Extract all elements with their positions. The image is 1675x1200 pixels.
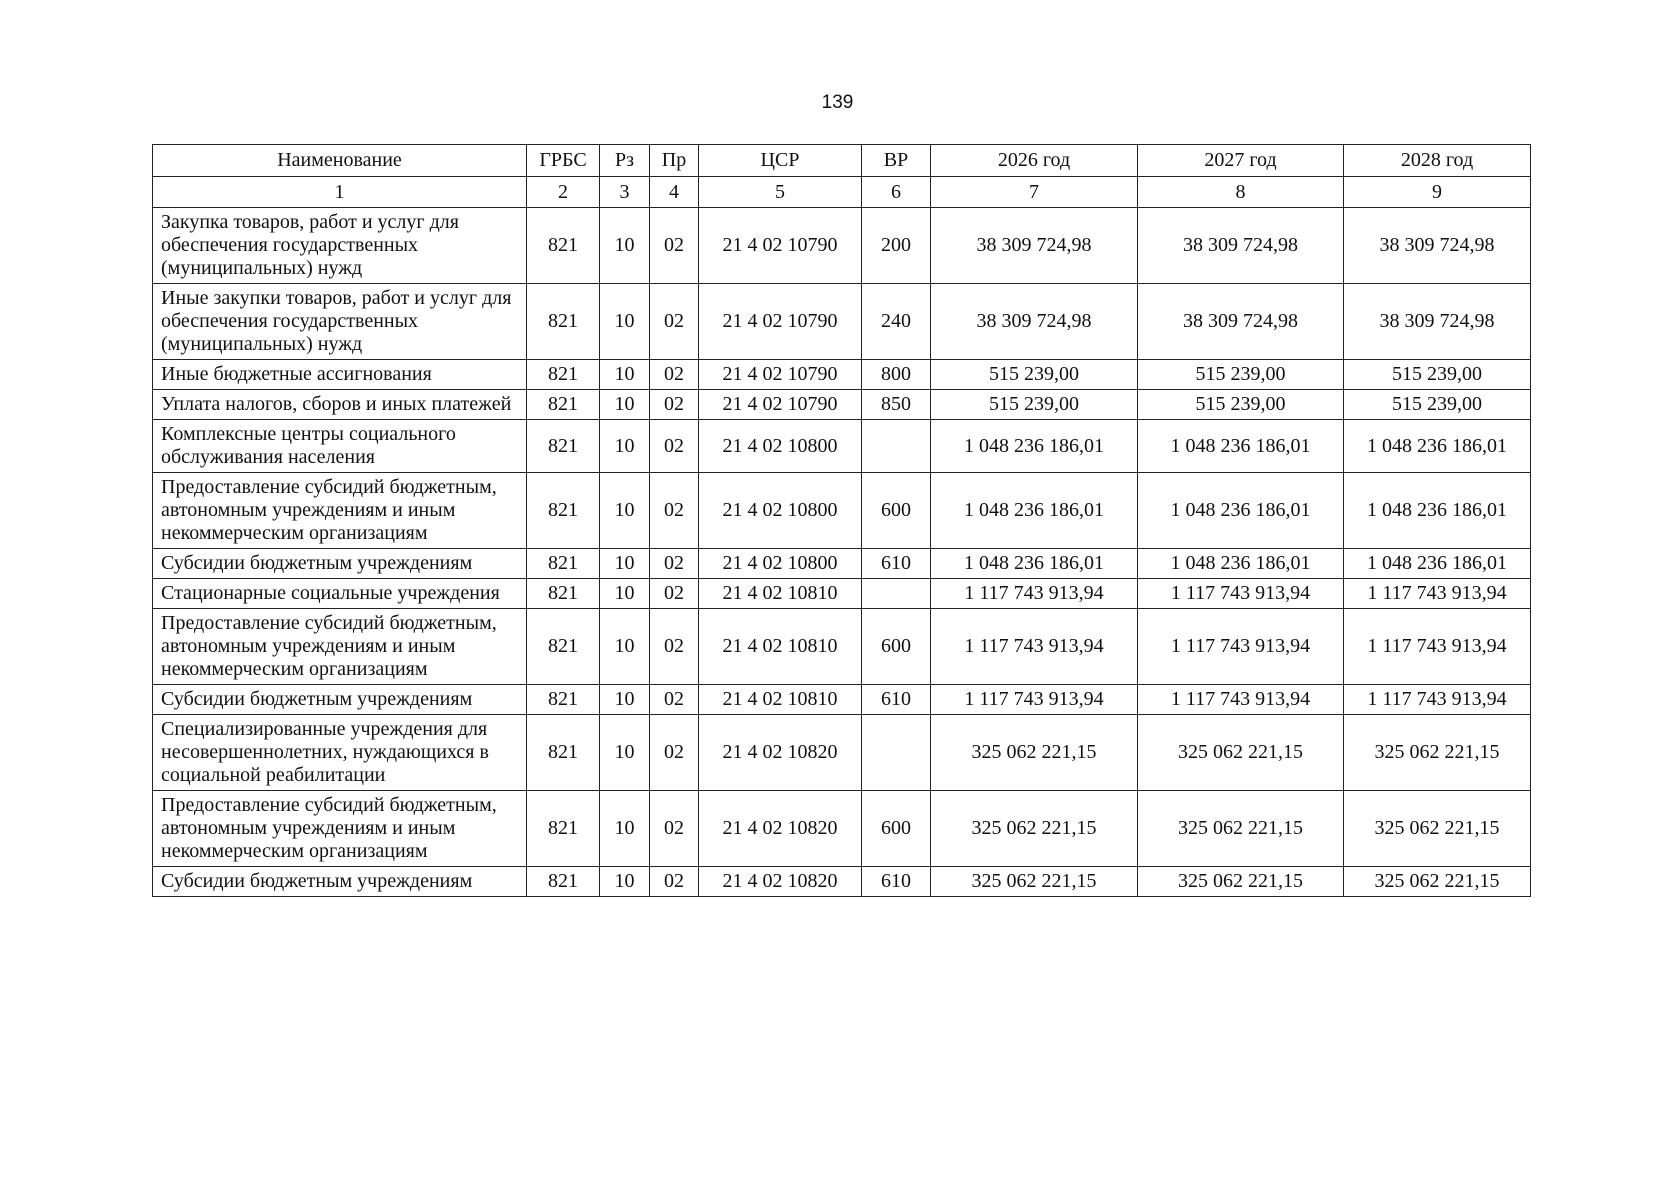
- cell-2027: 1 048 236 186,01: [1138, 549, 1344, 579]
- cell-grbs: 821: [527, 579, 600, 609]
- cell-csr: 21 4 02 10820: [699, 791, 862, 867]
- cell-pr: 02: [650, 208, 699, 284]
- cell-csr: 21 4 02 10820: [699, 715, 862, 791]
- cell-vr: 200: [862, 208, 931, 284]
- cell-rz: 10: [600, 208, 650, 284]
- cell-grbs: 821: [527, 390, 600, 420]
- cell-name: Закупка товаров, работ и услуг для обеспечения государственных (муниципальных) нужд: [153, 208, 527, 284]
- cell-name: Субсидии бюджетным учреждениям: [153, 685, 527, 715]
- cell-name: Предоставление субсидий бюджетным, автономным учреждениям и иным некоммерческим организациям: [153, 609, 527, 685]
- header-pr: Пр: [650, 145, 699, 177]
- cell-name: Уплата налогов, сборов и иных платежей: [153, 390, 527, 420]
- cell-2027: 515 239,00: [1138, 360, 1344, 390]
- cell-rz: 10: [600, 473, 650, 549]
- cell-csr: 21 4 02 10790: [699, 284, 862, 360]
- cell-2027: 1 117 743 913,94: [1138, 609, 1344, 685]
- cell-2026: 1 048 236 186,01: [931, 473, 1138, 549]
- cell-2026: 1 048 236 186,01: [931, 549, 1138, 579]
- table-row: [153, 685, 1531, 715]
- column-number: 6: [862, 177, 931, 208]
- cell-vr: 240: [862, 284, 931, 360]
- cell-2027: 1 117 743 913,94: [1138, 685, 1344, 715]
- cell-2027: 325 062 221,15: [1138, 715, 1344, 791]
- cell-csr: 21 4 02 10800: [699, 420, 862, 473]
- cell-2026: 1 117 743 913,94: [931, 609, 1138, 685]
- table-row: [153, 867, 1531, 897]
- cell-rz: 10: [600, 579, 650, 609]
- cell-pr: 02: [650, 791, 699, 867]
- cell-vr: 850: [862, 390, 931, 420]
- cell-csr: 21 4 02 10800: [699, 549, 862, 579]
- column-number: 9: [1344, 177, 1531, 208]
- cell-2028: 38 309 724,98: [1344, 284, 1531, 360]
- cell-2028: 1 117 743 913,94: [1344, 609, 1531, 685]
- cell-csr: 21 4 02 10810: [699, 609, 862, 685]
- column-number-row: [153, 177, 1531, 208]
- cell-rz: 10: [600, 867, 650, 897]
- table-row: [153, 715, 1531, 791]
- cell-csr: 21 4 02 10810: [699, 685, 862, 715]
- cell-2028: 1 117 743 913,94: [1344, 685, 1531, 715]
- cell-2027: 38 309 724,98: [1138, 284, 1344, 360]
- table-row: [153, 360, 1531, 390]
- cell-2028: 325 062 221,15: [1344, 791, 1531, 867]
- cell-name: Иные закупки товаров, работ и услуг для обеспечения государственных (муниципальных) нужд: [153, 284, 527, 360]
- cell-2028: 515 239,00: [1344, 390, 1531, 420]
- cell-pr: 02: [650, 579, 699, 609]
- cell-2026: 325 062 221,15: [931, 791, 1138, 867]
- table-row: [153, 208, 1531, 284]
- cell-csr: 21 4 02 10810: [699, 579, 862, 609]
- cell-rz: 10: [600, 549, 650, 579]
- cell-vr: 600: [862, 791, 931, 867]
- cell-2028: 325 062 221,15: [1344, 867, 1531, 897]
- cell-2026: 1 117 743 913,94: [931, 685, 1138, 715]
- column-number: 4: [650, 177, 699, 208]
- cell-vr: 600: [862, 609, 931, 685]
- cell-pr: 02: [650, 867, 699, 897]
- table-row: [153, 420, 1531, 473]
- cell-name: Комплексные центры социального обслуживания населения: [153, 420, 527, 473]
- cell-grbs: 821: [527, 791, 600, 867]
- page-number: 139: [821, 92, 854, 113]
- cell-pr: 02: [650, 390, 699, 420]
- column-number: 8: [1138, 177, 1344, 208]
- cell-name: Предоставление субсидий бюджетным, автономным учреждениям и иным некоммерческим организациям: [153, 473, 527, 549]
- cell-grbs: 821: [527, 473, 600, 549]
- cell-csr: 21 4 02 10790: [699, 390, 862, 420]
- cell-rz: 10: [600, 360, 650, 390]
- cell-2028: 325 062 221,15: [1344, 715, 1531, 791]
- budget-table: [152, 144, 1531, 897]
- cell-name: Стационарные социальные учреждения: [153, 579, 527, 609]
- cell-2028: 1 048 236 186,01: [1344, 473, 1531, 549]
- cell-2027: 325 062 221,15: [1138, 867, 1344, 897]
- cell-vr: 610: [862, 549, 931, 579]
- cell-rz: 10: [600, 390, 650, 420]
- table-row: [153, 609, 1531, 685]
- cell-2026: 1 048 236 186,01: [931, 420, 1138, 473]
- cell-grbs: 821: [527, 549, 600, 579]
- cell-grbs: 821: [527, 208, 600, 284]
- cell-name: Субсидии бюджетным учреждениям: [153, 549, 527, 579]
- header-2028: 2028 год: [1344, 145, 1531, 177]
- cell-pr: 02: [650, 284, 699, 360]
- column-number: 5: [699, 177, 862, 208]
- cell-vr: 610: [862, 867, 931, 897]
- table-row: [153, 390, 1531, 420]
- column-number: 3: [600, 177, 650, 208]
- cell-rz: 10: [600, 609, 650, 685]
- cell-2028: 38 309 724,98: [1344, 208, 1531, 284]
- table-row: [153, 549, 1531, 579]
- cell-csr: 21 4 02 10820: [699, 867, 862, 897]
- cell-2027: 38 309 724,98: [1138, 208, 1344, 284]
- cell-2028: 515 239,00: [1344, 360, 1531, 390]
- cell-name: Предоставление субсидий бюджетным, автономным учреждениям и иным некоммерческим организациям: [153, 791, 527, 867]
- cell-pr: 02: [650, 715, 699, 791]
- header-vr: ВР: [862, 145, 931, 177]
- cell-rz: 10: [600, 685, 650, 715]
- cell-grbs: 821: [527, 609, 600, 685]
- header-name: Наименование: [153, 145, 527, 177]
- cell-vr: [862, 420, 931, 473]
- cell-2027: 1 117 743 913,94: [1138, 579, 1344, 609]
- cell-2026: 515 239,00: [931, 360, 1138, 390]
- cell-rz: 10: [600, 420, 650, 473]
- cell-grbs: 821: [527, 284, 600, 360]
- header-2027: 2027 год: [1138, 145, 1344, 177]
- header-csr: ЦСР: [699, 145, 862, 177]
- cell-name: Специализированные учреждения для несовершеннолетних, нуждающихся в социальной реабилитации: [153, 715, 527, 791]
- cell-2026: 325 062 221,15: [931, 867, 1138, 897]
- cell-pr: 02: [650, 473, 699, 549]
- table-row: [153, 579, 1531, 609]
- cell-name: Субсидии бюджетным учреждениям: [153, 867, 527, 897]
- cell-csr: 21 4 02 10790: [699, 208, 862, 284]
- cell-2027: 1 048 236 186,01: [1138, 473, 1344, 549]
- header-2026: 2026 год: [931, 145, 1138, 177]
- column-number: 1: [153, 177, 527, 208]
- cell-pr: 02: [650, 420, 699, 473]
- cell-pr: 02: [650, 360, 699, 390]
- table-row: [153, 284, 1531, 360]
- cell-pr: 02: [650, 549, 699, 579]
- cell-2028: 1 048 236 186,01: [1344, 420, 1531, 473]
- cell-csr: 21 4 02 10800: [699, 473, 862, 549]
- cell-2028: 1 048 236 186,01: [1344, 549, 1531, 579]
- cell-pr: 02: [650, 685, 699, 715]
- cell-vr: 600: [862, 473, 931, 549]
- column-number: 2: [527, 177, 600, 208]
- cell-vr: [862, 715, 931, 791]
- cell-grbs: 821: [527, 715, 600, 791]
- cell-2026: 325 062 221,15: [931, 715, 1138, 791]
- cell-2028: 1 117 743 913,94: [1344, 579, 1531, 609]
- cell-2026: 1 117 743 913,94: [931, 579, 1138, 609]
- table-row: [153, 791, 1531, 867]
- column-number: 7: [931, 177, 1138, 208]
- cell-csr: 21 4 02 10790: [699, 360, 862, 390]
- cell-rz: 10: [600, 284, 650, 360]
- header-row: [153, 145, 1531, 177]
- cell-2027: 1 048 236 186,01: [1138, 420, 1344, 473]
- cell-name: Иные бюджетные ассигнования: [153, 360, 527, 390]
- cell-vr: 800: [862, 360, 931, 390]
- cell-pr: 02: [650, 609, 699, 685]
- cell-2027: 515 239,00: [1138, 390, 1344, 420]
- cell-grbs: 821: [527, 867, 600, 897]
- table-body: [153, 208, 1531, 897]
- cell-2026: 38 309 724,98: [931, 284, 1138, 360]
- cell-grbs: 821: [527, 685, 600, 715]
- cell-2026: 515 239,00: [931, 390, 1138, 420]
- cell-2027: 325 062 221,15: [1138, 791, 1344, 867]
- cell-vr: [862, 579, 931, 609]
- cell-rz: 10: [600, 791, 650, 867]
- cell-vr: 610: [862, 685, 931, 715]
- table-row: [153, 473, 1531, 549]
- cell-grbs: 821: [527, 360, 600, 390]
- header-grbs: ГРБС: [527, 145, 600, 177]
- cell-rz: 10: [600, 715, 650, 791]
- cell-2026: 38 309 724,98: [931, 208, 1138, 284]
- header-rz: Рз: [600, 145, 650, 177]
- cell-grbs: 821: [527, 420, 600, 473]
